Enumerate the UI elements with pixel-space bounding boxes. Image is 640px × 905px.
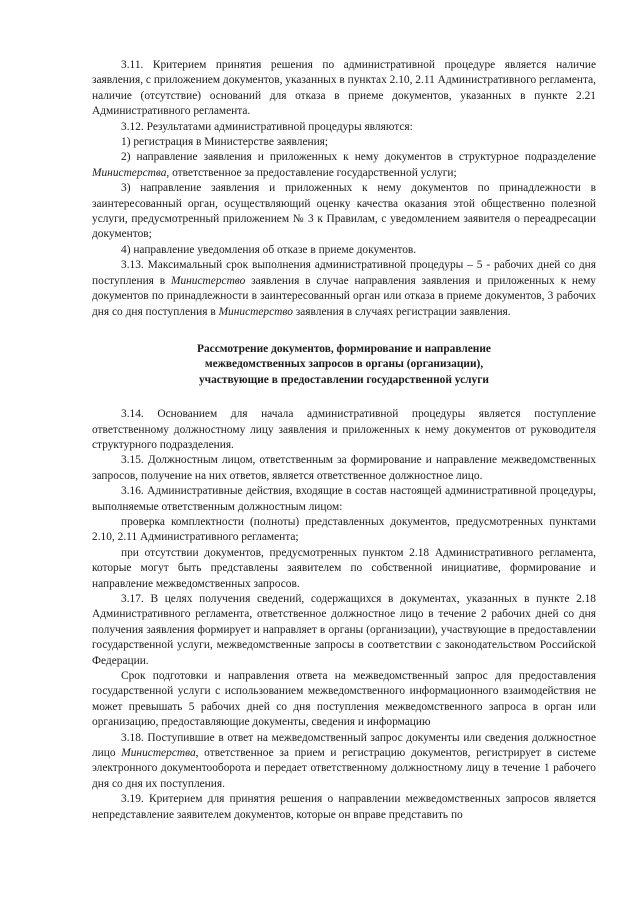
- paragraph-3-12-item-1: 1) регистрация в Министерстве заявления;: [121, 136, 329, 149]
- text-run: заявления в случае направления заявления и приложенных к нему документов по принадлежности в заинтересованный орган или отказа в приеме документов, 3 рабочих дня со дня поступления в: [92, 274, 596, 318]
- paragraph-3-11: 3.11. Критерием принятия решения по административной процедуре является наличие заявления, с приложением документов, указанных в пунктах 2.10, 2.11 Административного регламента, наличие (отсутствие) оснований для отказа в приеме документов, указанных в пункте 2.21 Административного регламента.: [92, 59, 596, 118]
- paragraph-3-18: [92, 731, 596, 793]
- paragraph-3-19: 3.19. Критерием для принятия решения о направлении межведомственных запросов является непредставление заявителем документов, которые он вправе представить по: [92, 793, 596, 821]
- italic-text: Министерство: [218, 305, 293, 318]
- section-heading-line-1: Рассмотрение документов, формирование и направление: [197, 342, 491, 355]
- text-run: 3.18. Поступившие в ответ на межведомственный запрос документы или сведения должностное лицо: [92, 731, 596, 760]
- section-heading-line-3: участвующие в предоставлении государственной услуги: [198, 373, 489, 386]
- text-run: 2) направление заявления и приложенных к нему документов в структурное подразделение: [121, 151, 596, 164]
- paragraph-3-12-item-3: 3) направление заявления и приложенных к нему документов по принадлежности в заинтересованный орган, осуществляющий оценку качества оказания этой общественно полезной услуги, предусмотренный приложением № 3 к Правилам, с уведомлением заявителя о переадресации документов;: [92, 182, 596, 241]
- paragraph-3-13: [92, 258, 596, 320]
- paragraph-3-12: 3.12. Результатами административной процедуры являются:: [121, 120, 413, 133]
- paragraph-3-12-item-2: [92, 150, 596, 181]
- italic-text: Министерства: [121, 747, 196, 760]
- italic-text: Министерство: [170, 274, 246, 287]
- paragraph-3-15: 3.15. Должностным лицом, ответственным за формирование и направление межведомственных запросов, получение на них ответов, является ответственное должностное лицо.: [92, 454, 596, 482]
- paragraph-3-17-deadline: Срок подготовки и направления ответа на межведомственный запрос для предоставления государственной услуги с использованием межведомственного информационного взаимодействия не может превышать 5 рабочих дней со дня поступления межведомственного запроса в орган или организацию, предоставляющие документы, сведения и информацию: [92, 670, 596, 729]
- section-heading: [92, 342, 596, 388]
- text-run: заявления в случаях регистрации заявления.: [292, 305, 511, 318]
- paragraph-3-16-action-2: при отсутствии документов, предусмотренных пунктом 2.18 Административного регламента, которые могут быть представлены заявителем по собственной инициативе, формирование и направление межведомственных запросов.: [92, 546, 596, 590]
- text-run: , ответственное за прием и регистрацию документов, регистрирует в системе электронного документооборота и передает ответственному должностному лицу в течение 1 рабочего дня со дня их поступления.: [92, 747, 596, 790]
- paragraph-3-12-item-4: 4) направление уведомления об отказе в приеме документов.: [121, 243, 417, 256]
- paragraph-3-16: 3.16. Административные действия, входящие в состав настоящей административной процедуры, выполняемые ответственным должностным лицом:: [92, 485, 596, 513]
- paragraph-3-14: 3.14. Основанием для начала административной процедуры является поступление ответственному должностному лицу заявления и приложенных к нему документов от руководителя структурного подразделения.: [92, 408, 596, 451]
- paragraph-3-16-action-1: проверка комплектности (полноты) представленных документов, предусмотренных пунктами 2.10, 2.11 Административного регламента;: [92, 515, 596, 544]
- document-page: [92, 58, 596, 823]
- text-run: , ответственное за предоставление государственной услуги;: [166, 166, 457, 179]
- paragraph-3-17: 3.17. В целях получения сведений, содержащихся в документах, указанных в пункте 2.18 Административного регламента, ответственное должностное лицо в течение 2 рабочих дней со дня получения заявления формирует и направляет в органы (организации), участвующие в предоставлении государственной услуги, межведомственные запросы в соответствии с законодательством Российской Федерации.: [92, 593, 596, 667]
- section-heading-line-2: межведомственных запросов в органы (организации),: [204, 358, 484, 371]
- italic-text: Министерства: [92, 166, 167, 179]
- text-run: 3.13. Максимальный срок выполнения административной процедуры – 5 - рабочих дней со дня поступления в: [92, 259, 596, 287]
